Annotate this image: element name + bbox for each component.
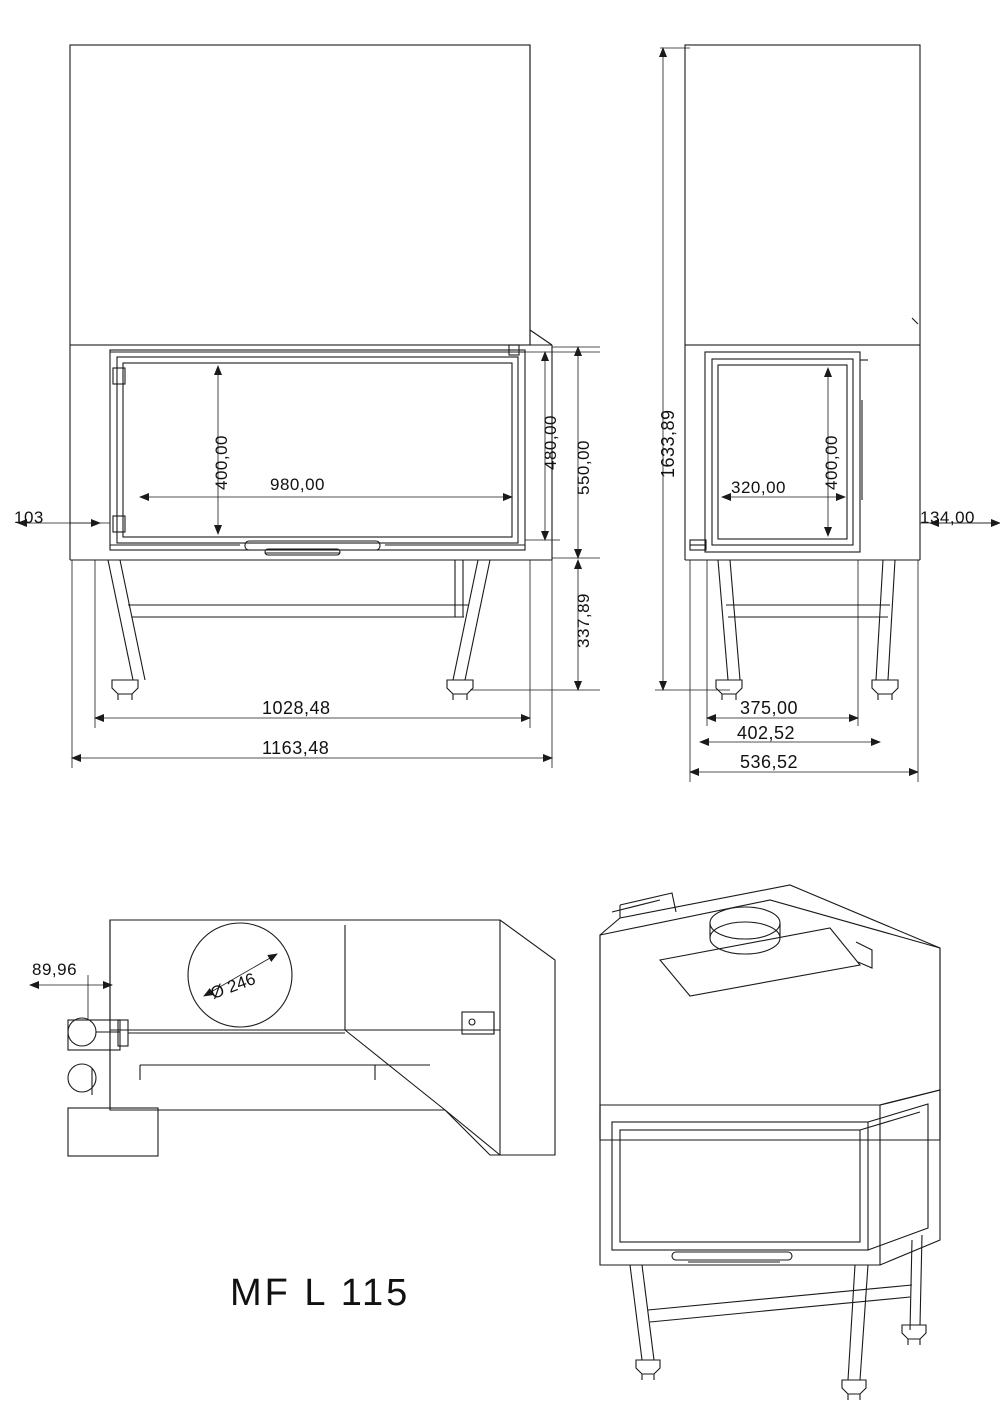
dimension-label-337: 337,89 bbox=[574, 593, 593, 648]
dimension-label-400-front: 400,00 bbox=[212, 435, 231, 490]
dimension-label-1163: 1163,48 bbox=[262, 738, 330, 758]
dimension-label-402: 402,52 bbox=[737, 723, 796, 743]
dimension-label-103: 103 bbox=[14, 508, 44, 527]
side-elevation-geometry bbox=[685, 45, 920, 700]
model-title: MF L 115 bbox=[230, 1272, 411, 1314]
front-elevation-geometry bbox=[70, 45, 552, 700]
top-plan-geometry bbox=[68, 920, 555, 1156]
dimension-label-diameter-246: Ø 246 bbox=[208, 969, 259, 1003]
dimension-label-320: 320,00 bbox=[731, 478, 786, 497]
dimension-label-8996: 89,96 bbox=[32, 960, 78, 979]
dimension-label-375: 375,00 bbox=[740, 698, 799, 718]
dimension-label-480: 480,00 bbox=[541, 415, 560, 470]
isometric-geometry bbox=[600, 885, 940, 1400]
dimension-label-1633: 1633,89 bbox=[658, 409, 678, 478]
side-dimension-lines bbox=[655, 48, 1000, 782]
dimension-label-1028: 1028,48 bbox=[262, 698, 331, 718]
dimension-label-980: 980,00 bbox=[270, 475, 325, 494]
dimension-label-400-side: 400,00 bbox=[822, 435, 841, 490]
dimension-label-536: 536,52 bbox=[740, 752, 799, 772]
dimension-label-134: 134,00 bbox=[920, 508, 975, 527]
dimension-label-550: 550,00 bbox=[574, 440, 593, 495]
